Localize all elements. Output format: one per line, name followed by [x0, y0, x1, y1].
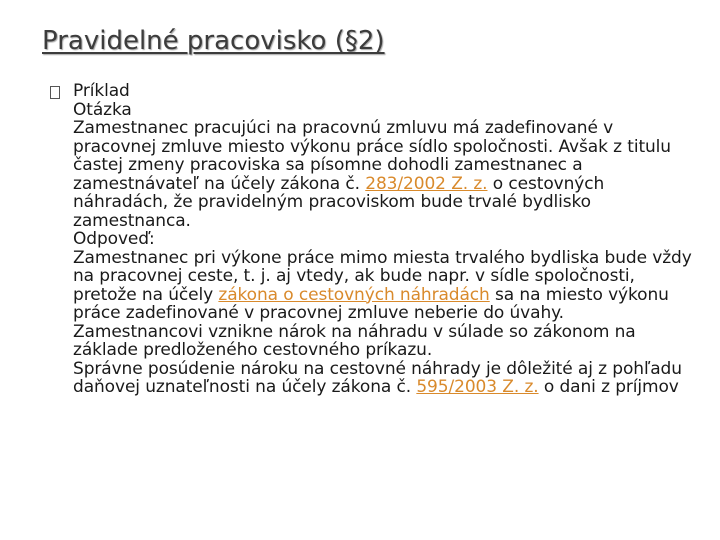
note-text: [73, 360, 693, 397]
answer-text-part-2: sa na miesto výkonu práce zadefinované v pracovnej zmluve neberie do úvahy. Zamestnancovi vznikne nárok na náhradu v súlade so zákonom na základe predloženého cestovného príkazu.: [73, 284, 669, 360]
page-title: Pravidelné pracovisko (§2): [42, 26, 385, 56]
note-text-part-2: o dani z príjmov: [538, 377, 679, 397]
slide-content: [73, 82, 693, 397]
answer-text-part-1: Zamestnanec pri výkone práce mimo miesta trvalého bydliska bude vždy na pracovnej ceste, t. j. aj vtedy, ak bude napr. v sídle spoločnosti, pretože na účely: [73, 247, 692, 305]
question-text-part-1: Zamestnanec pracujúci na pracovnú zmluvu má zadefinované v pracovnej zmluve miesto výkonu práce sídlo spoločnosti. Avšak z titulu častej zmeny pracoviska sa písomne dohodli zamestnanec a zamestnávateľ na účely zákona č.: [73, 118, 671, 194]
question-text-part-2: o cestovných náhradách, že pravidelným pracoviskom bude trvalé bydlisko zamestnanca.: [73, 173, 605, 231]
law-595-2003-link[interactable]: 595/2003 Z. z.: [416, 377, 539, 397]
question-text: [73, 119, 693, 230]
example-heading: Príklad: [73, 81, 130, 101]
law-283-2002-link[interactable]: 283/2002 Z. z.: [365, 173, 488, 194]
answer-text: [73, 249, 693, 360]
empty-square-bullet-icon: [50, 86, 60, 99]
travel-compensation-law-link[interactable]: zákona o cestovných náhradách: [218, 284, 490, 305]
answer-label: Odpoveď:: [73, 229, 155, 249]
question-label: Otázka: [73, 99, 132, 120]
note-text-part-1: Správne posúdenie nároku na cestovné náhrady je dôležité aj z pohľadu daňovej uznateľnosti na účely zákona č.: [73, 358, 682, 397]
